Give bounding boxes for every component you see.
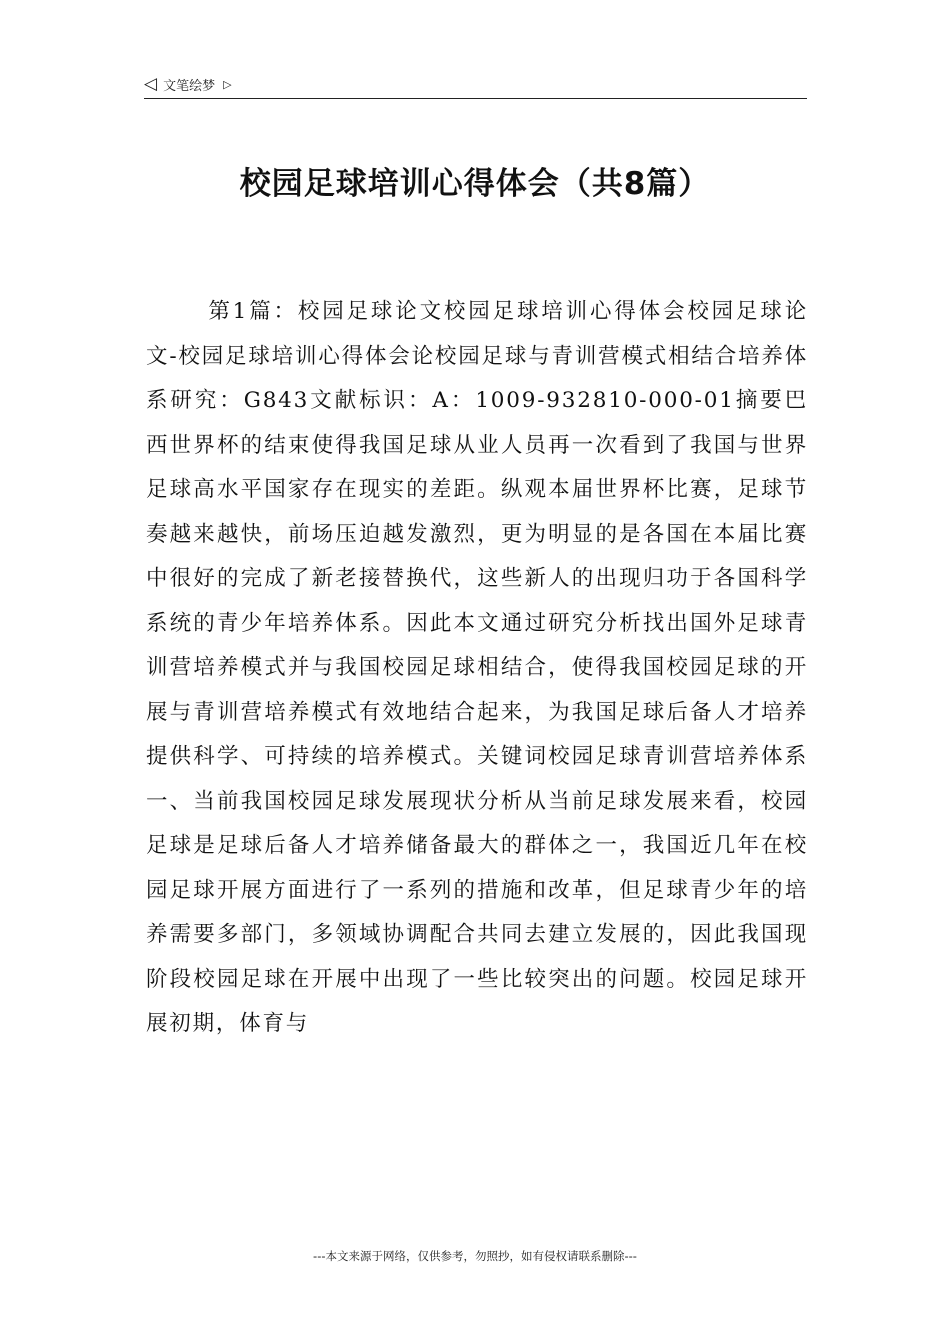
footer-disclaimer: ---本文来源于网络，仅供参考，勿照抄，如有侵权请联系删除--- xyxy=(313,1249,637,1263)
triangle-left-outline-icon: ◁ xyxy=(144,73,158,94)
document-title: 校园足球培训心得体会（共8篇） xyxy=(239,166,711,202)
triangle-right-outline-icon: ▷ xyxy=(223,77,232,91)
page-header xyxy=(144,70,807,99)
header-label: 文笔绘梦 xyxy=(163,78,216,94)
body-paragraph: 第1篇：校园足球论文校园足球培训心得体会校园足球论文-校园足球培训心得体会论校园足球与青训营模式相结合培养体系研究：G843文献标识：A：1009-932810-000-01摘要巴西世界杯的结束使得我国足球从业人员再一次看到了我国与世界足球高水平国家存在现实的差距。纵观本届世界杯比赛，足球节奏越来越快，前场压迫越发激烈，更为明显的是各国在本届比赛中很好的完成了新老接替换代，这些新人的出现归功于各国科学系统的青少年培养体系。因此本文通过研究分析找出国外足球青训营培养模式并与我国校园足球相结合，使得我国校园足球的开展与青训营培养模式有效地结合起来，为我国足球后备人才培养提供科学、可持续的培养模式。关键词校园足球青训营培养体系一、当前我国校园足球发展现状分析从当前足球发展来看，校园足球是足球后备人才培养储备最大的群体之一，我国近几年在校园足球开展方面进行了一系列的措施和改革，但足球青少年的培养需要多部门，多领域协调配合共同去建立发展的，因此我国现阶段校园足球在开展中出现了一些比较突出的问题。校园足球开展初期，体育与 xyxy=(146,299,808,1036)
